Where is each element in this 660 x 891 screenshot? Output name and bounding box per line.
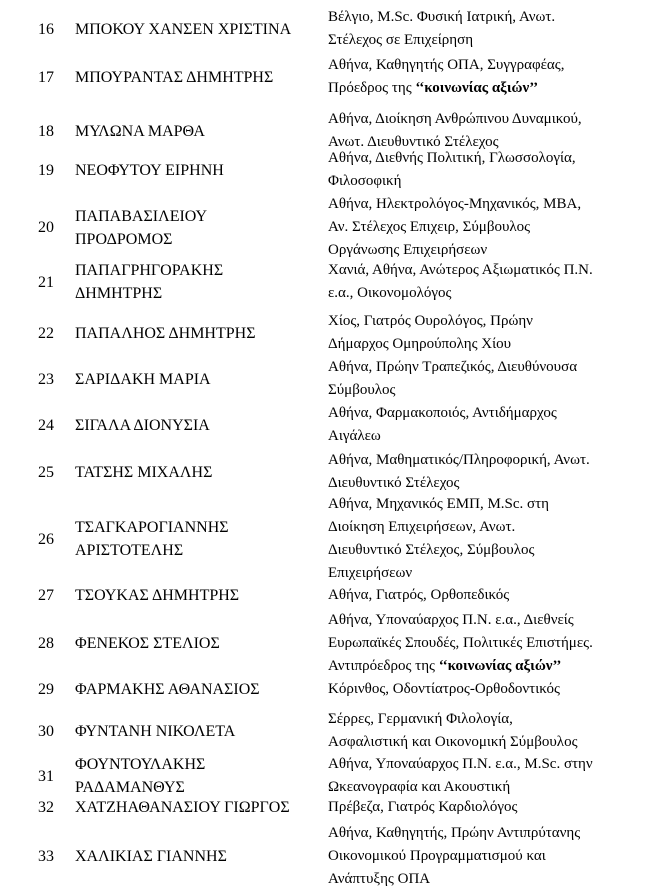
member-number: 25 xyxy=(38,463,54,481)
member-row-31 xyxy=(0,753,660,799)
member-description: Αθήνα, Ηλεκτρολόγος-Μηχανικός, MBA, Αν. Στέλεχος Επιχειρ, Σύμβουλος Οργάνωσης Επιχειρήσεων xyxy=(328,196,582,258)
member-number: 22 xyxy=(38,324,54,342)
member-name: ΦΑΡΜΑΚΗΣ ΑΘΑΝΑΣΙΟΣ xyxy=(75,681,260,698)
member-number: 16 xyxy=(38,20,54,38)
member-name: ΤΣΟΥΚΑΣ ΔΗΜΗΤΡΗΣ xyxy=(75,587,240,604)
member-number: 26 xyxy=(38,530,54,548)
member-name: ΠΑΠΑΓΡΗΓΟΡΑΚΗΣ ΔΗΜΗΤΡΗΣ xyxy=(75,262,224,302)
member-row-30 xyxy=(0,708,660,754)
member-number: 29 xyxy=(38,681,54,698)
member-description: Χανιά, Αθήνα, Ανώτερος Αξιωματικός Π.Ν. ε.α., Οικονομολόγος xyxy=(328,262,593,301)
member-name: ΣΙΓΑΛΑ ΔΙΟΝΥΣΙΑ xyxy=(75,416,210,434)
member-number: 31 xyxy=(38,767,54,785)
member-name: ΤΑΤΣΗΣ ΜΙΧΑΛΗΣ xyxy=(75,463,213,481)
member-number: 33 xyxy=(38,848,54,865)
member-row-22 xyxy=(0,310,660,356)
member-row-20 xyxy=(0,193,660,262)
member-name: ΝΕΟΦΥΤΟΥ ΕΙΡΗΝΗ xyxy=(75,161,224,179)
member-row-33 xyxy=(0,822,660,891)
member-row-25 xyxy=(0,449,660,495)
member-row-23 xyxy=(0,356,660,402)
member-number: 28 xyxy=(38,635,54,652)
member-description: Κόρινθος, Οδοντίατρος-Ορθοδοντικός xyxy=(328,681,560,697)
member-row-24 xyxy=(0,402,660,448)
member-description: Αθήνα, Καθηγητής, Πρώην Αντιπρύτανης Οικονομικού Προγραμματισμού και Ανάπτυξης ΟΠΑ xyxy=(328,825,581,887)
member-number: 24 xyxy=(38,416,54,434)
member-number: 21 xyxy=(38,273,54,291)
member-row-32 xyxy=(0,796,660,819)
member-number: 19 xyxy=(38,161,54,179)
member-name: ΦΕΝΕΚΟΣ ΣΤΕΛΙΟΣ xyxy=(75,635,220,652)
member-description: Αθήνα, Διεθνής Πολιτική, Γλωσσολογία, Φιλοσοφική xyxy=(328,150,576,189)
member-row-17 xyxy=(0,54,660,100)
member-description: Βέλγιο, M.Sc. Φυσική Ιατρική, Ανωτ. Στέλεχος σε Επιχείρηση xyxy=(328,9,556,48)
member-row-28 xyxy=(0,609,660,678)
member-row-21 xyxy=(0,259,660,305)
member-number: 20 xyxy=(38,219,54,236)
member-row-26 xyxy=(0,493,660,585)
member-name: ΦΟΥΝΤΟΥΛΑΚΗΣ ΡΑΔΑΜΑΝΘΥΣ xyxy=(75,756,206,796)
member-description: Σέρρες, Γερμανική Φιλολογία, Ασφαλιστική και Οικονομική Σύμβουλος xyxy=(328,711,578,750)
member-description: Αθήνα, Πρώην Τραπεζικός, Διευθύνουσα Σύμβουλος xyxy=(328,359,578,398)
member-description: Αθήνα, Γιατρός, Ορθοπεδικός xyxy=(328,587,510,603)
member-description: Αθήνα, Καθηγητής ΟΠΑ, Συγγραφέας, Πρόεδρος της ‘‘κοινωνίας αξιών’’ xyxy=(328,57,565,96)
member-name: ΜΠΟΥΡΑΝΤΑΣ ΔΗΜΗΤΡΗΣ xyxy=(75,68,274,86)
member-row-19 xyxy=(0,147,660,193)
member-description: Αθήνα, Φαρμακοποιός, Αντιδήμαρχος Αιγάλεω xyxy=(328,405,557,444)
member-name: ΠΑΠΑΒΑΣΙΛΕΙΟΥ ΠΡΟΔΡΟΜΟΣ xyxy=(75,207,208,248)
member-name: ΜΥΛΩΝΑ ΜΑΡΘΑ xyxy=(75,122,205,140)
member-row-27 xyxy=(0,584,660,607)
member-number: 30 xyxy=(38,722,54,740)
member-description: Χίος, Γιατρός Ουρολόγος, Πρώην Δήμαρχος Ομηρούπολης Χίου xyxy=(328,313,533,352)
member-description: Αθήνα, Υποναύαρχος Π.Ν. ε.α., M.Sc. στην Ωκεανογραφία και Ακουστική xyxy=(328,756,593,795)
member-number: 32 xyxy=(38,799,54,816)
member-name: ΧΑΤΖΗΑΘΑΝΑΣΙΟΥ ΓΙΩΡΓΟΣ xyxy=(75,799,290,816)
member-description: Αθήνα, Μηχανικός ΕΜΠ, M.Sc. στη Διοίκηση Επιχειρήσεων, Ανωτ. Διευθυντικό Στέλεχος, Σύμβουλος Επιχειρήσεων xyxy=(328,496,549,581)
member-number: 18 xyxy=(38,122,54,140)
member-description: Πρέβεζα, Γιατρός Καρδιολόγος xyxy=(328,799,518,815)
member-number: 17 xyxy=(38,68,54,86)
member-name: ΦΥΝΤΑΝΗ ΝΙΚΟΛΕΤΑ xyxy=(75,722,236,740)
member-description: Αθήνα, Διοίκηση Ανθρώπινου Δυναμικού, Ανωτ. Διευθυντικό Στέλεχος xyxy=(328,111,582,150)
member-row-16 xyxy=(0,6,660,52)
member-description: Αθήνα, Υποναύαρχος Π.Ν. ε.α., Διεθνείς Ευρωπαϊκές Σπουδές, Πολιτικές Επιστήμες. Αντιπρόεδρος της ‘‘κοινωνίας αξιών’’ xyxy=(328,612,593,674)
member-row-29 xyxy=(0,678,660,701)
member-name: ΤΣΑΓΚΑΡΟΓΙΑΝΝΗΣ ΑΡΙΣΤΟΤΕΛΗΣ xyxy=(75,519,229,559)
member-number: 27 xyxy=(38,587,54,604)
member-name: ΣΑΡΙΔΑΚΗ ΜΑΡΙΑ xyxy=(75,370,211,388)
member-name: ΧΑΛΙΚΙΑΣ ΓΙΑΝΝΗΣ xyxy=(75,848,227,865)
member-description: Αθήνα, Μαθηματικός/Πληροφορική, Ανωτ. Διευθυντικό Στέλεχος xyxy=(328,452,590,491)
member-name: ΠΑΠΑΛΗΟΣ ΔΗΜΗΤΡΗΣ xyxy=(75,324,256,342)
member-name: ΜΠΟΚΟΥ ΧΑΝΣΕΝ ΧΡΙΣΤΙΝΑ xyxy=(75,20,292,38)
member-number: 23 xyxy=(38,370,54,388)
